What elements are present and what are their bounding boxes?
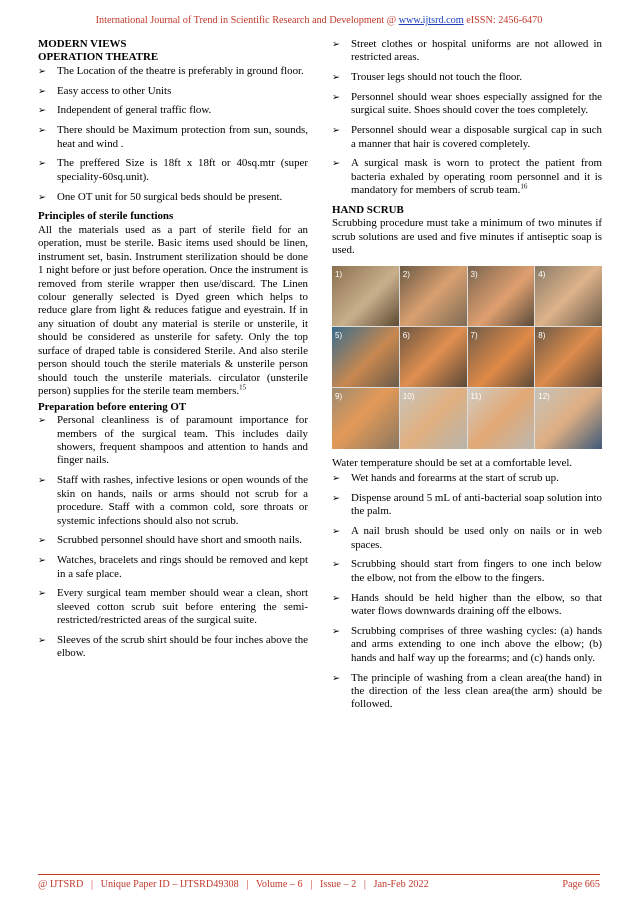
photo-number: 9) — [335, 392, 343, 402]
arrow-bullet-icon: ➢ — [38, 588, 46, 600]
arrow-bullet-icon: ➢ — [332, 559, 340, 571]
scrub-photo — [535, 327, 602, 387]
arrow-bullet-icon: ➢ — [332, 158, 340, 170]
photo-number: 10) — [402, 392, 415, 402]
arrow-bullet-icon: ➢ — [38, 85, 46, 97]
photo-number: 8) — [538, 331, 546, 341]
photo-number: 7) — [470, 331, 478, 341]
scrub-photo — [332, 266, 399, 326]
scrub-photo — [332, 388, 399, 448]
photo-number: 6) — [402, 331, 410, 341]
page-footer — [38, 879, 600, 890]
reference-15[interactable]: 15 — [239, 383, 247, 392]
arrow-bullet-icon: ➢ — [38, 65, 46, 77]
list-item: ➢ Personnel should wear shoes especially assigned for the surgical suite. Shoes should cover the toes completely. — [332, 90, 602, 117]
list-item: ➢ Dispense around 5 mL of anti-bacterial soap solution into the palm. — [332, 492, 602, 518]
list-item: ➢ Personal cleanliness is of paramount importance for members of the surgical team. This includes daily showers, frequent shampoos and attention to hands and finger nails. — [38, 414, 308, 467]
list-item: ➢ Staff with rashes, infective lesions or open wounds of the skin on hands, nails or arms should not scrub for a procedure. Staff with a common cold, sore throats or systemic infections should also not scrub. — [38, 474, 308, 527]
header-suffix: eISSN: 2456-6470 — [463, 15, 543, 26]
arrow-bullet-icon: ➢ — [332, 473, 340, 485]
arrow-bullet-icon: ➢ — [38, 125, 46, 137]
arrow-bullet-icon: ➢ — [332, 493, 340, 505]
section-title-operation-theatre: OPERATION THEATRE — [38, 51, 159, 64]
attire-list — [332, 38, 602, 198]
arrow-bullet-icon: ➢ — [332, 592, 340, 604]
scrub-steps-list — [332, 472, 602, 712]
scrub-photo — [535, 266, 602, 326]
right-column — [332, 38, 602, 718]
list-item: ➢ Sleeves of the scrub shirt should be four inches above the elbow. — [38, 633, 308, 660]
photo-number: 12) — [538, 392, 550, 402]
scrub-photo — [468, 327, 535, 387]
list-item: ➢ A surgical mask is worn to protect the patient from bacteria exhaled by operating room personnel and it is mandatory for members of scrub team.$^{16}$ — [332, 157, 602, 197]
list-item: ➢ Hands should be held higher than the elbow, so that water flows downwards draining off the elbows. — [332, 591, 602, 618]
list-item: ➢ Scrubbed personnel should have short and smooth nails. — [38, 534, 303, 547]
arrow-bullet-icon: ➢ — [38, 191, 46, 203]
hand-scrub-paragraph: Scrubbing procedure must take a minimum of two minutes if scrub solutions are used and five minutes if antiseptic soap is used. — [332, 217, 602, 257]
arrow-bullet-icon: ➢ — [38, 555, 46, 567]
preparation-list — [38, 414, 308, 661]
arrow-bullet-icon: ➢ — [38, 475, 46, 487]
arrow-bullet-icon: ➢ — [38, 105, 46, 117]
scrub-photo — [535, 388, 602, 448]
arrow-bullet-icon: ➢ — [38, 535, 46, 547]
footer-paper-info: @ IJTSRD | Unique Paper ID – IJTSRD49308 | Volume – 6 | Issue – 2 | Jan-Feb 2022 — [38, 879, 429, 890]
list-item: ➢ A nail brush should be used only on nails or in web spaces. — [332, 525, 602, 551]
arrow-bullet-icon: ➢ — [332, 672, 340, 684]
list-item: ➢ Trouser legs should not touch the floor. — [332, 71, 523, 84]
arrow-bullet-icon: ➢ — [332, 125, 340, 137]
scrub-photo — [400, 327, 467, 387]
scrub-photo — [468, 266, 535, 326]
list-item: ➢ The preffered Size is 18ft x 18ft or 40sq.mtr (super speciality-60sq.unit). — [38, 157, 308, 183]
list-item: ➢ Scrubbing comprises of three washing cycles: (a) hands and arms extending to one inch above the elbow; (b) hands and half way up the forearms; and (c) hands only. — [332, 624, 602, 664]
arrow-bullet-icon: ➢ — [38, 158, 46, 170]
arrow-bullet-icon: ➢ — [38, 634, 46, 646]
header-prefix: International Journal of Trend in Scientific Research and Development @ — [95, 15, 399, 26]
water-temperature-paragraph: Water temperature should be set at a comfortable level. — [332, 456, 573, 469]
journal-header — [0, 15, 638, 26]
scrub-photo — [468, 388, 535, 448]
photo-number: 4) — [538, 269, 546, 279]
preparation-heading: Preparation before entering OT — [38, 400, 187, 413]
arrow-bullet-icon: ➢ — [332, 625, 340, 637]
photo-number: 3) — [470, 269, 478, 279]
list-item: ➢ The principle of washing from a clean area(the hand) in the direction of the less clean area(the arm) should be followed. — [332, 671, 602, 711]
hand-scrub-heading: HAND SCRUB — [332, 204, 404, 217]
footer-divider — [38, 874, 600, 875]
arrow-bullet-icon: ➢ — [38, 415, 46, 427]
arrow-bullet-icon: ➢ — [332, 39, 340, 50]
arrow-bullet-icon: ➢ — [332, 91, 340, 103]
list-item: ➢ Wet hands and forearms at the start of scrub up. — [332, 472, 559, 485]
photo-number: 11) — [470, 392, 482, 402]
list-item: ➢ Easy access to other Units — [38, 84, 172, 97]
list-item: ➢ There should be Maximum protection from sun, sounds, heat and wind . — [38, 124, 308, 150]
list-item: ➢ Every surgical team member should wear a clean, short sleeved cotton scrub suit before entering the semi-restricted/restricted areas of the surgical suite. — [38, 587, 308, 627]
principles-paragraph: All the materials used as a part of sterile field for an operation, must be sterile. Basic items used should be linen, instrument set, basin. Instrument sterilization should be done 1 night before or just before operation. Once the instrument is removed from sterile wrapper then use/discard. The Linen colour generally selected is Dyed green which helps to reduce glare from light & reduces fatigue and eyestrain. If in any situation of doubt any material is sterile or unsterile, it should be considered as unsterile for safety. Only the top surface of draped table is considered Sterile. And also sterile person should touch the sterile materials & unsterile person should touch the unsterile materials. circulator (unsterile person) supplies for the sterile team members.$^{15}$ — [38, 223, 308, 398]
list-item: ➢ One OT unit for 50 surgical beds should be present. — [38, 190, 283, 203]
reference-16[interactable]: 16 — [520, 182, 528, 191]
left-column — [38, 38, 308, 667]
list-item: ➢ The Location of the theatre is preferably in ground floor. — [38, 64, 304, 77]
list-item: ➢ Personnel should wear a disposable surgical cap in such a manner that hair is covered completely. — [332, 124, 602, 150]
journal-website-link[interactable]: www.ijtsrd.com — [398, 15, 464, 26]
page-number: Page 665 — [562, 879, 600, 890]
scrub-photo — [332, 327, 399, 387]
list-item: ➢ Independent of general traffic flow. — [38, 104, 212, 117]
arrow-bullet-icon: ➢ — [332, 526, 340, 538]
scrub-photo — [400, 266, 467, 326]
section-title-modern-views: MODERN VIEWS — [38, 38, 127, 50]
photo-number: 2) — [402, 269, 410, 279]
operation-theatre-list — [38, 65, 308, 204]
arrow-bullet-icon: ➢ — [332, 72, 340, 84]
list-item: ➢ Watches, bracelets and rings should be removed and kept in a safe place. — [38, 554, 308, 580]
principles-heading: Principles of sterile functions — [38, 210, 174, 223]
photo-number: 5) — [335, 331, 343, 341]
list-item: ➢ Scrubbing should start from fingers to one inch below the elbow, not from the elbow to the fingers. — [332, 558, 602, 584]
hand-scrub-photo-grid — [332, 266, 602, 449]
scrub-photo — [400, 388, 467, 448]
photo-number: 1) — [335, 269, 343, 279]
list-item: ➢ Street clothes or hospital uniforms are not allowed in restricted areas. — [332, 38, 602, 64]
